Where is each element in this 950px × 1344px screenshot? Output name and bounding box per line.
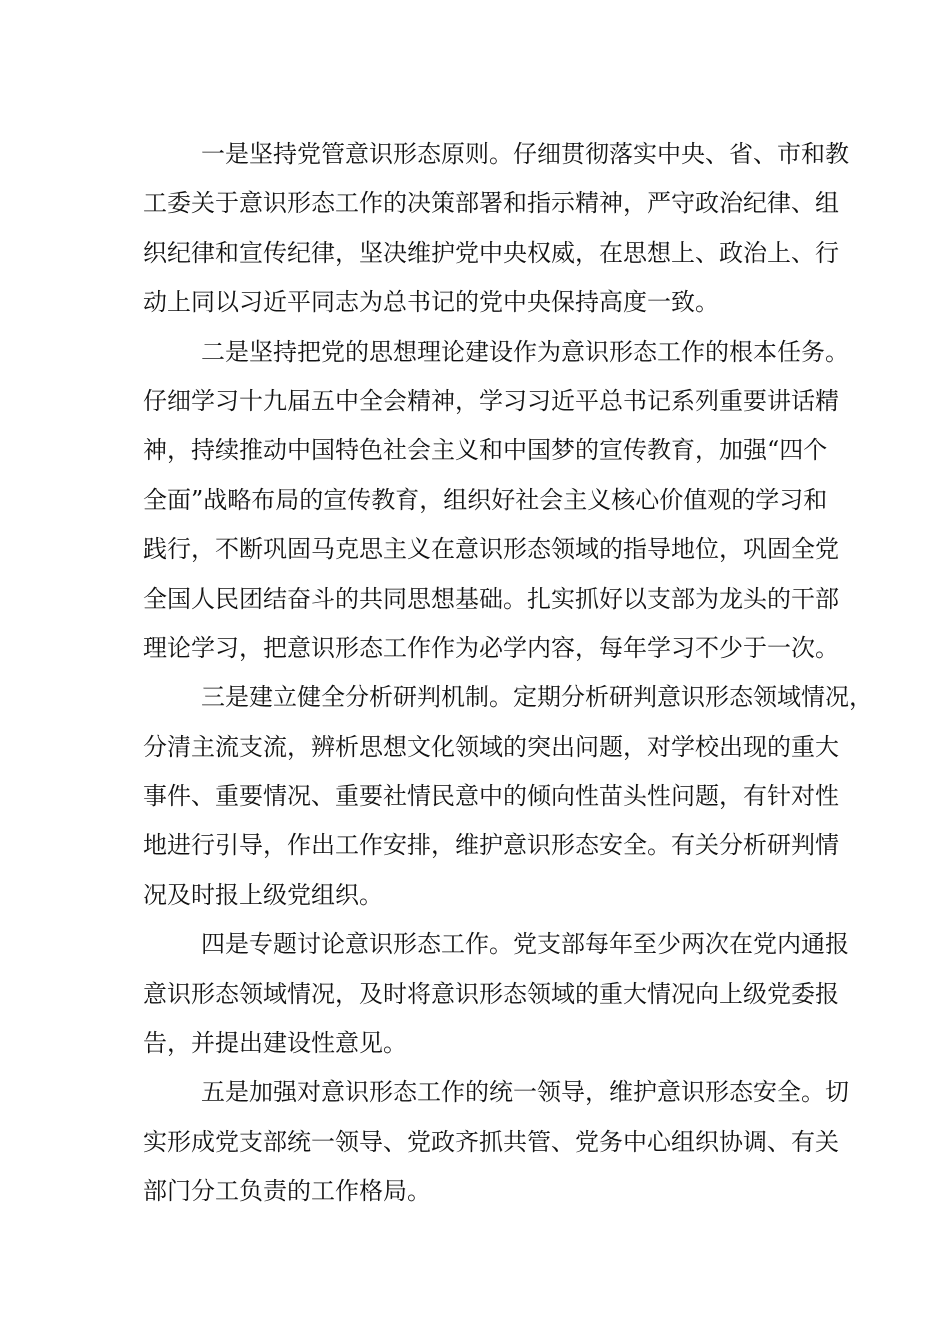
text-line: 理论学习，把意识形态工作作为必学内容，每年学习不少于一次。 [143, 633, 839, 662]
text-line: 分清主流支流，辨析思想文化领域的突出问题，对学校出现的重大 [143, 732, 839, 761]
text-line: 动上同以习近平同志为总书记的党中央保持高度一致。 [143, 288, 719, 317]
text-line: 二是坚持把党的思想理论建设作为意识形态工作的根本任务。 [201, 337, 849, 366]
text-line: 全面”战略布局的宣传教育，组织好社会主义核心价值观的学习和 [143, 485, 828, 514]
text-line: 事件、重要情况、重要社情民意中的倾向性苗头性问题，有针对性 [143, 782, 839, 811]
text-line: 仔细学习十九届五中全会精神，学习习近平总书记系列重要讲话精 [143, 386, 839, 415]
paragraph-5 [143, 1073, 849, 1221]
paragraph-4 [143, 925, 849, 1073]
paragraph-1 [143, 135, 849, 333]
text-line: 地进行引导，作出工作安排，维护意识形态安全。有关分析研判情 [143, 831, 839, 860]
text-line: 部门分工负责的工作格局。 [143, 1177, 431, 1206]
text-line: 织纪律和宣传纪律，坚决维护党中央权威，在思想上、政治上、行 [143, 238, 839, 267]
paragraph-3 [143, 678, 873, 925]
text-line: 告，并提出建设性意见。 [143, 1029, 407, 1058]
text-line: 工委关于意识形态工作的决策部署和指示精神，严守政治纪律、组 [143, 189, 839, 218]
text-line: 实形成党支部统一领导、党政齐抓共管、党务中心组织协调、有关 [143, 1127, 839, 1156]
text-line: 五是加强对意识形态工作的统一领导，维护意识形态安全。切 [201, 1078, 849, 1107]
document-body [143, 135, 873, 1222]
text-line: 神，持续推动中国特色社会主义和中国梦的宣传教育，加强“四个 [143, 436, 828, 465]
paragraph-2 [143, 333, 849, 679]
text-line: 践行，不断巩固马克思主义在意识形态领域的指导地位，巩固全党 [143, 535, 839, 564]
text-line: 一是坚持党管意识形态原则。仔细贯彻落实中央、省、市和教 [201, 140, 849, 168]
text-line: 三是建立健全分析研判机制。定期分析研判意识形态领域情况， [201, 683, 873, 712]
text-line: 全国人民团结奋斗的共同思想基础。扎实抓好以支部为龙头的干部 [143, 584, 839, 613]
text-line: 况及时报上级党组织。 [143, 880, 383, 909]
text-line: 意识形态领域情况，及时将意识形态领域的重大情况向上级党委报 [143, 979, 839, 1008]
text-line: 四是专题讨论意识形态工作。党支部每年至少两次在党内通报 [201, 930, 849, 959]
